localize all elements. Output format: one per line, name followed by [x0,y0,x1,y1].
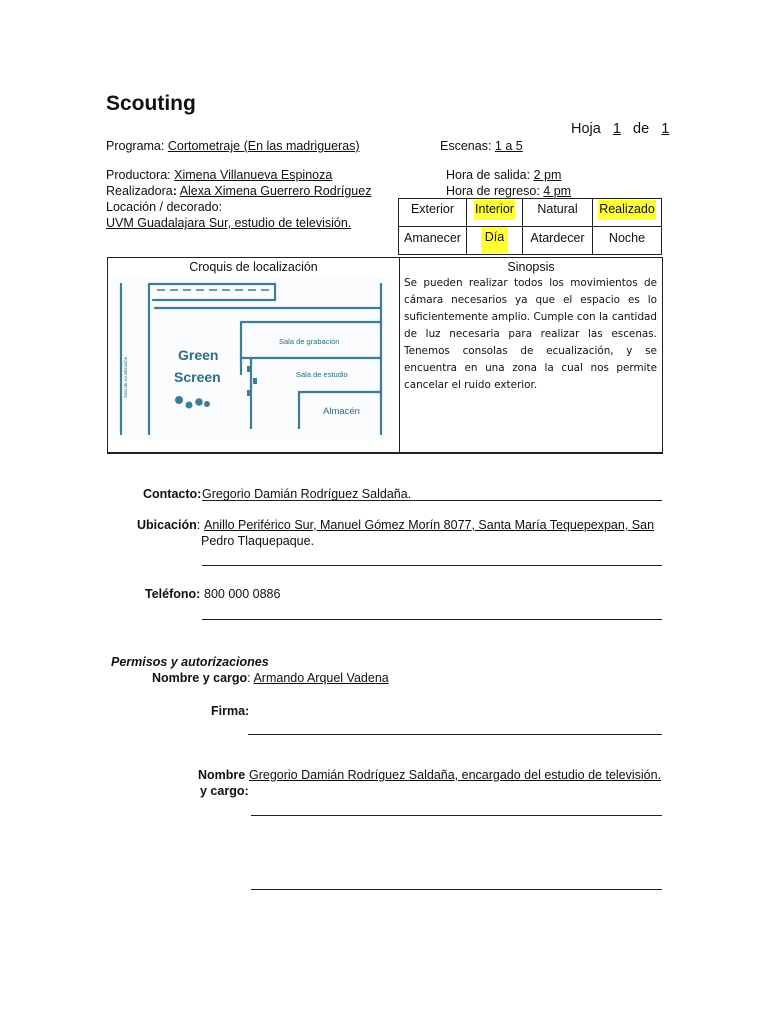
nombre2-underline [251,815,662,816]
telefono-underline [202,619,662,620]
grid-cell-noche: Noche [592,226,662,255]
ubicacion-label-row [137,518,200,532]
croquis-title: Croquis de localización [189,260,318,274]
ubicacion-label: Ubicación [137,518,197,532]
grid-cell-natural: Natural [522,198,593,227]
realizadora-value: Alexa Ximena Guerrero Rodríguez [179,184,372,198]
contacto-label: Contacto: [143,487,202,501]
sketch-label-sala-estudio: Sala de estudio [296,370,348,379]
grid-cell-amanecer: Amanecer [398,226,467,255]
grid-cell-exterior: Exterior [398,198,467,227]
grid-cell-realizado: Realizado [592,198,662,227]
croquis-box [107,257,400,454]
hora-regreso-label: Hora de regreso: [446,184,540,198]
locacion-label: Locación / decorado: [106,200,223,214]
grid-cell-atardecer: Atardecer [522,226,593,255]
hoja-value: 1 [612,121,621,137]
realizadora-row [106,184,371,198]
nombre2-label-line1: Nombre [198,768,246,782]
productora-label: Productora: [106,168,171,182]
programa-row [106,139,360,153]
productora-value: Ximena Villanueva Espinoza [174,168,333,182]
nombre-cargo-label: Nombre y cargo [152,671,248,685]
realizadora-colon: : [172,184,177,198]
contacto-underline [202,500,662,501]
locacion-value: UVM Guadalajara Sur, estudio de televisión. [106,216,352,230]
nombre-cargo-colon: : [247,671,251,685]
grid-cell-dia: Día [466,226,523,255]
sketch-label-screen: Screen [174,369,221,385]
escenas-label: Escenas: [440,139,492,153]
firma-label: Firma: [211,704,250,718]
ubicacion-value-line1: Anillo Periférico Sur, Manuel Gómez Morín 8077, Santa María Tequepexpan, San [204,518,655,532]
nombre-cargo-value: Armando Arquel Vadena [253,671,389,685]
ubicacion-underline [202,565,662,566]
sketch-label-green: Green [178,347,219,363]
hoja-label: Hoja [571,121,601,137]
contacto-value: Gregorio Damián Rodríguez Saldaña. [202,487,412,501]
de-value: 1 [661,121,670,137]
de-label: de [633,121,650,137]
telefono-value: 800 000 0886 [204,587,281,601]
telefono-label: Teléfono: [145,587,201,601]
hora-salida-value: 2 pm [533,168,562,182]
ubicacion-value-line2: Pedro Tlaquepaque. [201,534,315,548]
second-signature-line [251,889,662,890]
location-sketch-map [111,278,391,440]
nombre2-value: Gregorio Damián Rodríguez Saldaña, encargado del estudio de televisión. [249,768,662,782]
permisos-title: Permisos y autorizaciones [111,655,269,669]
nombre-cargo-row [152,671,389,685]
page-title: Scouting [106,92,196,115]
sheet-counter [571,121,669,137]
sketch-label-almacen: Almacén [323,406,360,417]
firma-signature-line [248,734,662,735]
hora-salida-label: Hora de salida: [446,168,531,182]
hora-regreso-row [446,184,571,198]
sketch-label-sala-ecualizacion: Sala de ecualización [123,356,128,398]
sinopsis-box [399,257,663,454]
escenas-row [440,139,523,153]
nombre2-label-line2: y cargo: [200,784,249,798]
hora-salida-row [446,168,561,182]
ubicacion-colon: : [196,518,201,532]
grid-cell-interior: Interior [466,198,523,227]
sinopsis-title: Sinopsis [507,260,555,274]
programa-label: Programa: [106,139,165,153]
escenas-value: 1 a 5 [494,139,523,153]
hora-regreso-value: 4 pm [543,184,572,198]
sketch-label-sala-grabacion: Sala de grabación [279,337,340,346]
realizadora-label: Realizadora [106,184,173,198]
productora-row [106,168,332,182]
sinopsis-text: Se pueden realizar todos los movimientos de cámara necesarios ya que el espacio es lo suficientemente amplio. Cumple con la cantidad de luz necesaria para realizar las escenas. Tenemos consolas de ecualización, y se encuentra en una zona la cual nos permite cancelar el ruido exterior. [404,277,657,391]
programa-value: Cortometraje (En las madrigueras) [167,139,360,153]
